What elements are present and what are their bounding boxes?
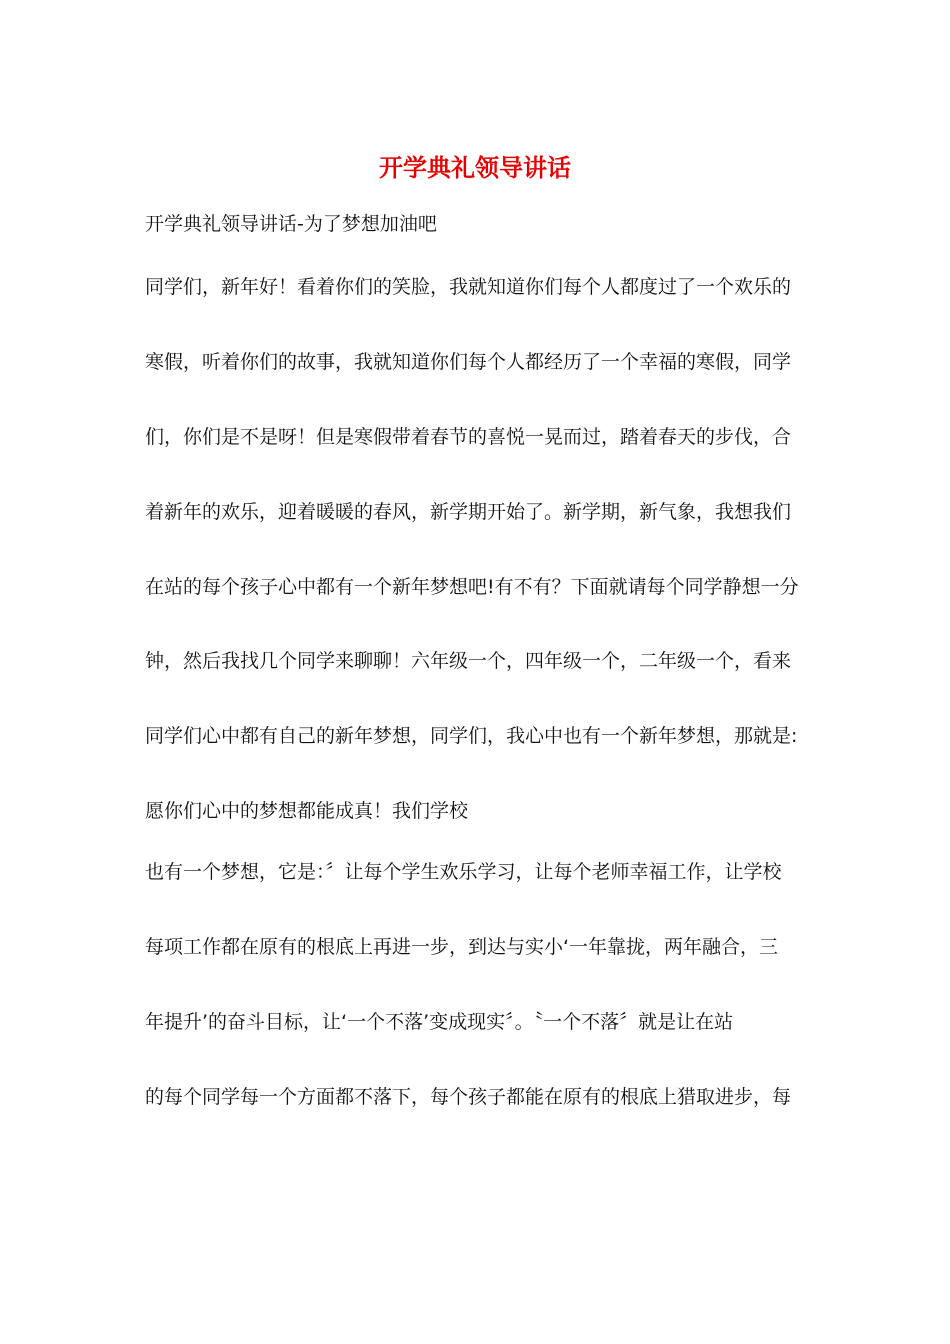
document-subtitle: 开学典礼领导讲话-为了梦想加油吧 xyxy=(145,213,437,235)
body-line: 同学们，新年好！看着你们的笑脸，我就知道你们每个人都度过了一个欢乐的 xyxy=(145,276,792,298)
body-line: 着新年的欢乐，迎着暖暖的春风，新学期开始了。新学期，新气象，我想我们 xyxy=(145,501,792,523)
body-line: 每项工作都在原有的根底上再进一步，到达与实小‘一年靠拢，两年融合，三 xyxy=(145,936,779,958)
body-line: 们，你们是不是呀！但是寒假带着春节的喜悦一晃而过，踏着春天的步伐，合 xyxy=(145,426,792,448)
document-title: 开学典礼领导讲话 xyxy=(379,153,571,182)
body-line: 钟，然后我找几个同学来聊聊！六年级一个，四年级一个，二年级一个，看来 xyxy=(145,650,792,672)
body-line: 年提升’的奋斗目标，让‘一个不落’变成现实〞。〝一个不落〞就是让在站 xyxy=(145,1011,734,1033)
body-line: 同学们心中都有自己的新年梦想，同学们，我心中也有一个新年梦想，那就是: xyxy=(145,725,798,747)
body-line: 的每个同学每一个方面都不落下，每个孩子都能在原有的根底上猎取进步，每 xyxy=(145,1086,792,1108)
body-line: 也有一个梦想，它是：〞让每个学生欢乐学习，让每个老师幸福工作，让学校 xyxy=(145,861,782,883)
body-line: 寒假，听着你们的故事，我就知道你们每个人都经历了一个幸福的寒假，同学 xyxy=(145,351,792,373)
body-line: 愿你们心中的梦想都能成真！我们学校 xyxy=(145,800,469,822)
body-line: 在站的每个孩子心中都有一个新年梦想吧!有不有？下面就请每个同学静想一分 xyxy=(145,576,799,598)
